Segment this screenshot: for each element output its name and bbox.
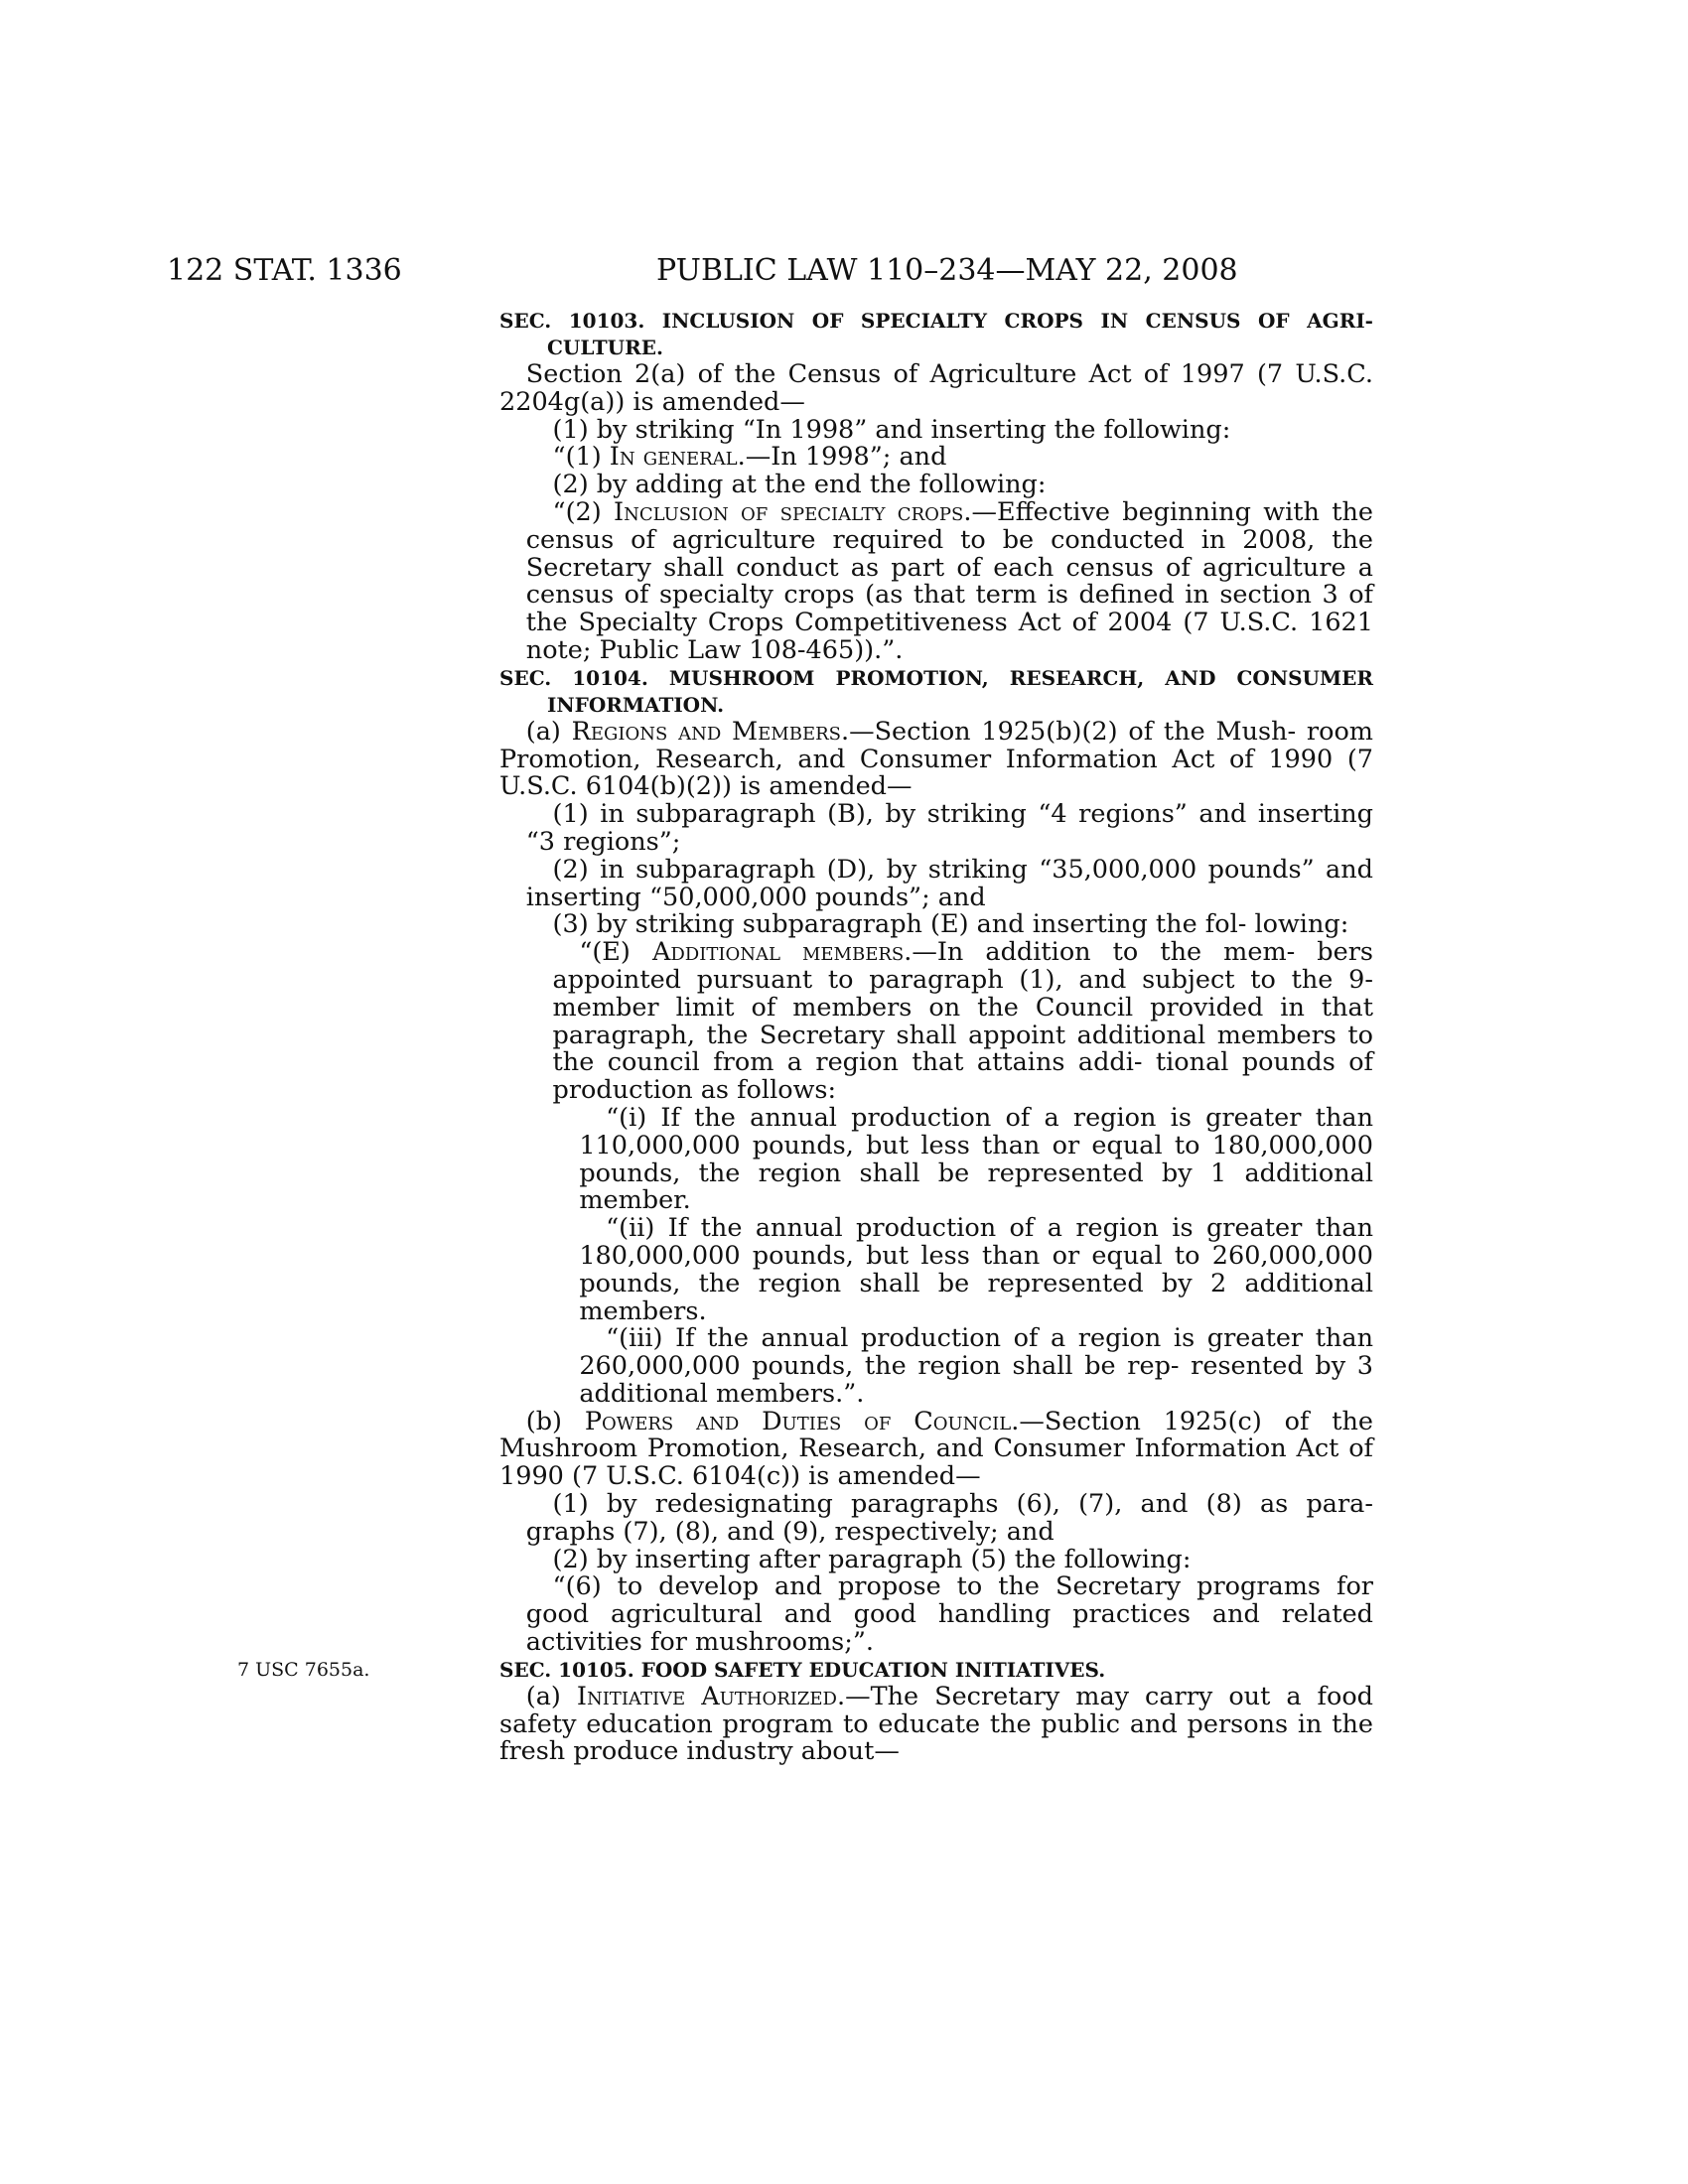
section-10103-item-2: (2) by adding at the end the following: <box>552 470 1047 500</box>
page-header <box>167 251 1358 291</box>
section-10104-clause-i: “(i) If the annual production of a region is greater than 110,000,000 pounds, but less than or equal to 180,000,000 pounds, the region shall be represented by 1 additional member. <box>579 1102 1373 1216</box>
section-10104-clause-iii: “(iii) If the annual production of a region is greater than 260,000,000 pounds, the region shall be rep- resented by 3 additional members.”. <box>579 1323 1373 1409</box>
section-10104-clause-ii: “(ii) If the annual production of a region is greater than 180,000,000 pounds, but less than or equal to 260,000,000 pounds, the region shall be represented by 2 additional members. <box>579 1213 1373 1326</box>
section-10103-item-2-quote: “(2) Inclusion of specialty crops.—Effective beginning with the census of agriculture required to be conducted in 2008, the Secretary shall conduct as part of each census of agriculture a census of specialty crops (as that term is defined in section 3 of the Specialty Crops Competitiveness Act of 2004 (7 U.S.C. 1621 note; Public Law 108-465)).”. <box>525 496 1374 665</box>
section-10104-b-quote: “(6) to develop and propose to the Secretary programs for good agricultural and good handling practices and related activities for mushrooms;”. <box>525 1571 1373 1658</box>
usc-margin-note: 7 USC 7655a. <box>237 1658 370 1681</box>
section-10104-a-item-1: (1) in subparagraph (B), by striking “4 regions” and inserting “3 regions”; <box>525 799 1373 857</box>
section-10103-item-1: (1) by striking “In 1998” and inserting the following: <box>552 414 1231 445</box>
section-10104-subparagraph-e: “(E) Additional members.—In addition to the mem- bers appointed pursuant to paragraph (1), and subject to the 9-member limit of members on the Council provided in that paragraph, the Secretary shall appoint additional members to the council from a region that attains addi- tional pounds of production as follows: <box>552 937 1373 1106</box>
section-10104-a-item-2: (2) in subparagraph (D), by striking “35,000,000 pounds” and inserting “50,000,000 pounds”; and <box>525 854 1373 912</box>
section-10105-heading: 7 USC 7655a. SEC. 10105. FOOD SAFETY EDUCATION INITIATIVES. <box>237 1657 1106 1682</box>
section-10105-subsection-a: (a) Initiative Authorized.—The Secretary may carry out a food safety education program to educate the public and persons in the fresh produce industry about— <box>499 1681 1373 1767</box>
section-10103-heading: SEC. 10103. INCLUSION OF SPECIALTY CROPS IN CENSUS OF AGRI- CULTURE. <box>499 309 1373 359</box>
section-10104-subsection-a: (a) Regions and Members.—Section 1925(b)(2) of the Mush- room Promotion, Research, and Consumer Information Act of 1990 (7 U.S.C. 6104(b)(2)) is amended— <box>499 716 1373 802</box>
section-10104-subsection-b: (b) Powers and Duties of Council.—Section 1925(c) of the Mushroom Promotion, Research, and Consumer Information Act of 1990 (7 U.S.C. 6104(c)) is amended— <box>499 1406 1373 1492</box>
section-10104-b-item-1: (1) by redesignating paragraphs (6), (7), and (8) as para- graphs (7), (8), and (9), respectively; and <box>525 1489 1373 1547</box>
section-10103-item-1-quote: “(1) In general.—In 1998”; and <box>552 442 947 473</box>
section-10104-b-item-2: (2) by inserting after paragraph (5) the following: <box>552 1544 1192 1574</box>
stat-page-number: 122 STAT. 1336 <box>167 253 402 288</box>
section-10104-a-item-3: (3) by striking subparagraph (E) and inserting the fol- lowing: <box>552 909 1349 940</box>
section-10103-intro: Section 2(a) of the Census of Agriculture Act of 1997 (7 U.S.C. 2204g(a)) is amended— <box>499 359 1373 417</box>
section-10104-heading: SEC. 10104. MUSHROOM PROMOTION, RESEARCH, AND CONSUMER INFORMATION. <box>499 665 1373 717</box>
document-body <box>237 308 1374 1767</box>
public-law-title: PUBLIC LAW 110–234—MAY 22, 2008 <box>656 253 1238 288</box>
